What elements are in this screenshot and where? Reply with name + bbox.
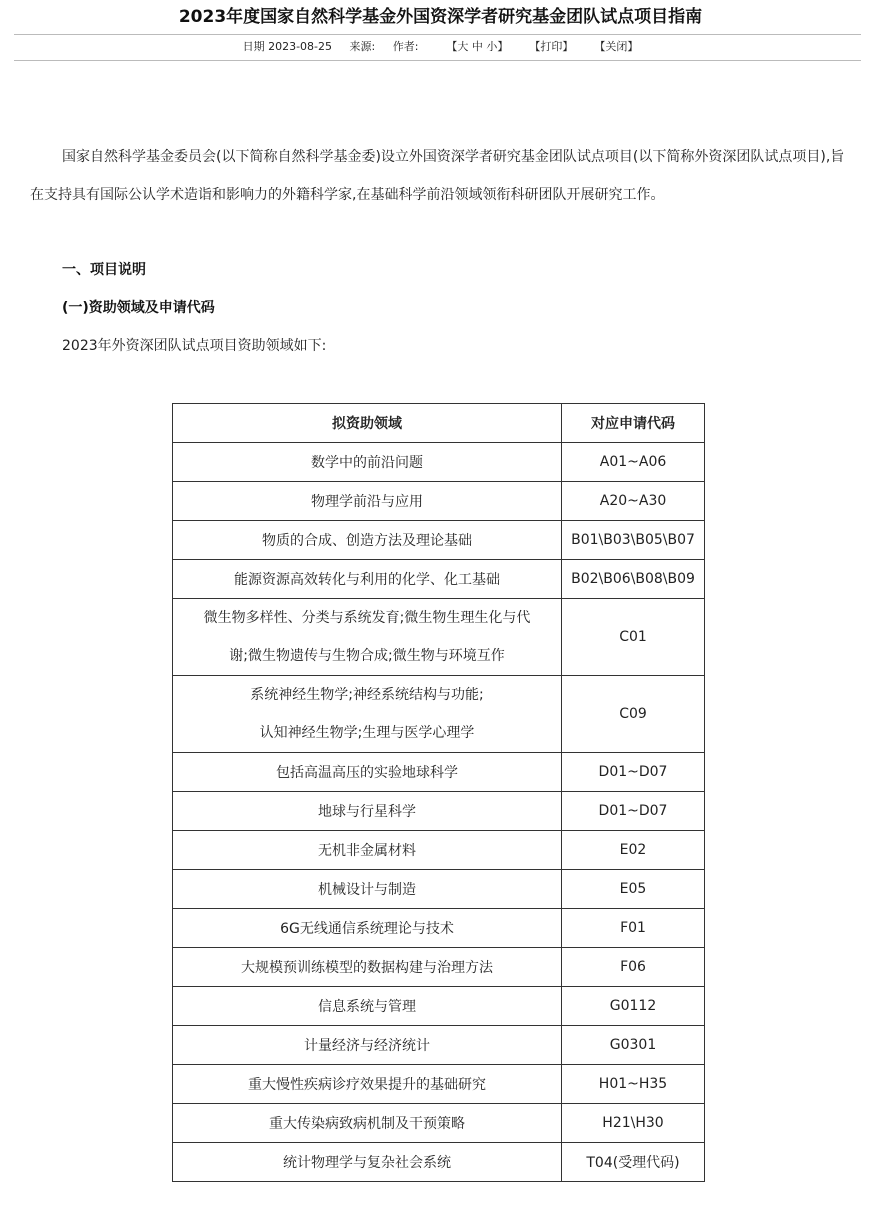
table-row — [173, 560, 705, 599]
article-meta — [0, 40, 881, 54]
date-value: 2023-08-25 — [268, 40, 333, 53]
area-cell: 机械设计与制造 — [173, 870, 562, 909]
header-area: 拟资助领域 — [173, 404, 562, 443]
code-cell: A01~A06 — [562, 443, 705, 482]
font-small-link[interactable]: 小 — [486, 40, 498, 53]
table-row — [173, 753, 705, 792]
code-cell: D01~D07 — [562, 792, 705, 831]
funding-areas-table — [172, 403, 705, 1182]
header-code: 对应申请代码 — [562, 404, 705, 443]
code-cell: B02\B06\B08\B09 — [562, 560, 705, 599]
code-cell: H01~H35 — [562, 1065, 705, 1104]
area-line: 谢;微生物遗传与生物合成;微生物与环境互作 — [229, 648, 505, 664]
code-cell: E02 — [562, 831, 705, 870]
table-row — [173, 1104, 705, 1143]
area-cell: 地球与行星科学 — [173, 792, 562, 831]
code-cell: A20~A30 — [562, 482, 705, 521]
title-divider — [14, 34, 861, 35]
area-line: 微生物多样性、分类与系统发育;微生物生理生化与代 — [203, 610, 531, 626]
table-row — [173, 948, 705, 987]
area-cell: 大规模预训练模型的数据构建与治理方法 — [173, 948, 562, 987]
table-row — [173, 909, 705, 948]
print-link[interactable]: 【打印】 — [529, 40, 574, 53]
meta-divider — [14, 60, 861, 61]
table-row — [173, 443, 705, 482]
table-lead-text: 2023年外资深团队试点项目资助领域如下: — [62, 338, 327, 354]
font-size-bracket-open: 【 — [446, 40, 458, 53]
area-cell: 数学中的前沿问题 — [173, 443, 562, 482]
code-cell: C09 — [562, 676, 705, 753]
font-medium-link[interactable]: 中 — [471, 40, 483, 53]
area-cell: 6G无线通信系统理论与技术 — [173, 909, 562, 948]
table-row — [173, 676, 705, 753]
code-cell: G0112 — [562, 987, 705, 1026]
table-row — [173, 1143, 705, 1182]
code-cell: H21\H30 — [562, 1104, 705, 1143]
area-cell — [173, 676, 562, 753]
table-row — [173, 599, 705, 676]
code-cell: T04(受理代码) — [562, 1143, 705, 1182]
font-large-link[interactable]: 大 — [457, 40, 469, 53]
area-cell — [173, 599, 562, 676]
area-cell: 统计物理学与复杂社会系统 — [173, 1143, 562, 1182]
area-cell: 物质的合成、创造方法及理论基础 — [173, 521, 562, 560]
code-cell: E05 — [562, 870, 705, 909]
intro-paragraph: 国家自然科学基金委员会(以下简称自然科学基金委)设立外国资深学者研究基金团队试点项目(以下简称外资深团队试点项目),旨在支持具有国际公认学术造诣和影响力的外籍科学家,在基础科学前沿领域领衔科研团队开展研究工作。 — [30, 149, 845, 203]
close-link[interactable]: 【关闭】 — [594, 40, 639, 53]
code-cell: F01 — [562, 909, 705, 948]
table-row — [173, 987, 705, 1026]
area-cell: 重大慢性疾病诊疗效果提升的基础研究 — [173, 1065, 562, 1104]
area-line: 认知神经生物学;生理与医学心理学 — [259, 725, 475, 741]
source-label: 来源: — [349, 40, 376, 53]
table-row — [173, 521, 705, 560]
page-title: 2023年度国家自然科学基金外国资深学者研究基金团队试点项目指南 — [178, 7, 703, 27]
code-cell: C01 — [562, 599, 705, 676]
author-label: 作者: — [392, 40, 419, 53]
section-heading: 一、项目说明 — [62, 262, 146, 278]
area-line: 系统神经生物学;神经系统结构与功能; — [250, 687, 484, 703]
table-header-row — [173, 404, 705, 443]
table-row — [173, 792, 705, 831]
font-size-bracket-close: 】 — [497, 40, 509, 53]
subsection-heading: (一)资助领域及申请代码 — [62, 300, 215, 316]
code-cell: D01~D07 — [562, 753, 705, 792]
code-cell: B01\B03\B05\B07 — [562, 521, 705, 560]
date-label: 日期 — [242, 40, 265, 53]
code-cell: G0301 — [562, 1026, 705, 1065]
area-cell: 包括高温高压的实验地球科学 — [173, 753, 562, 792]
area-cell: 重大传染病致病机制及干预策略 — [173, 1104, 562, 1143]
area-cell: 计量经济与经济统计 — [173, 1026, 562, 1065]
table-row — [173, 482, 705, 521]
table-row — [173, 870, 705, 909]
table-row — [173, 1065, 705, 1104]
area-cell: 无机非金属材料 — [173, 831, 562, 870]
area-cell: 能源资源高效转化与利用的化学、化工基础 — [173, 560, 562, 599]
code-cell: F06 — [562, 948, 705, 987]
table-row — [173, 1026, 705, 1065]
area-cell: 信息系统与管理 — [173, 987, 562, 1026]
area-cell: 物理学前沿与应用 — [173, 482, 562, 521]
table-row — [173, 831, 705, 870]
